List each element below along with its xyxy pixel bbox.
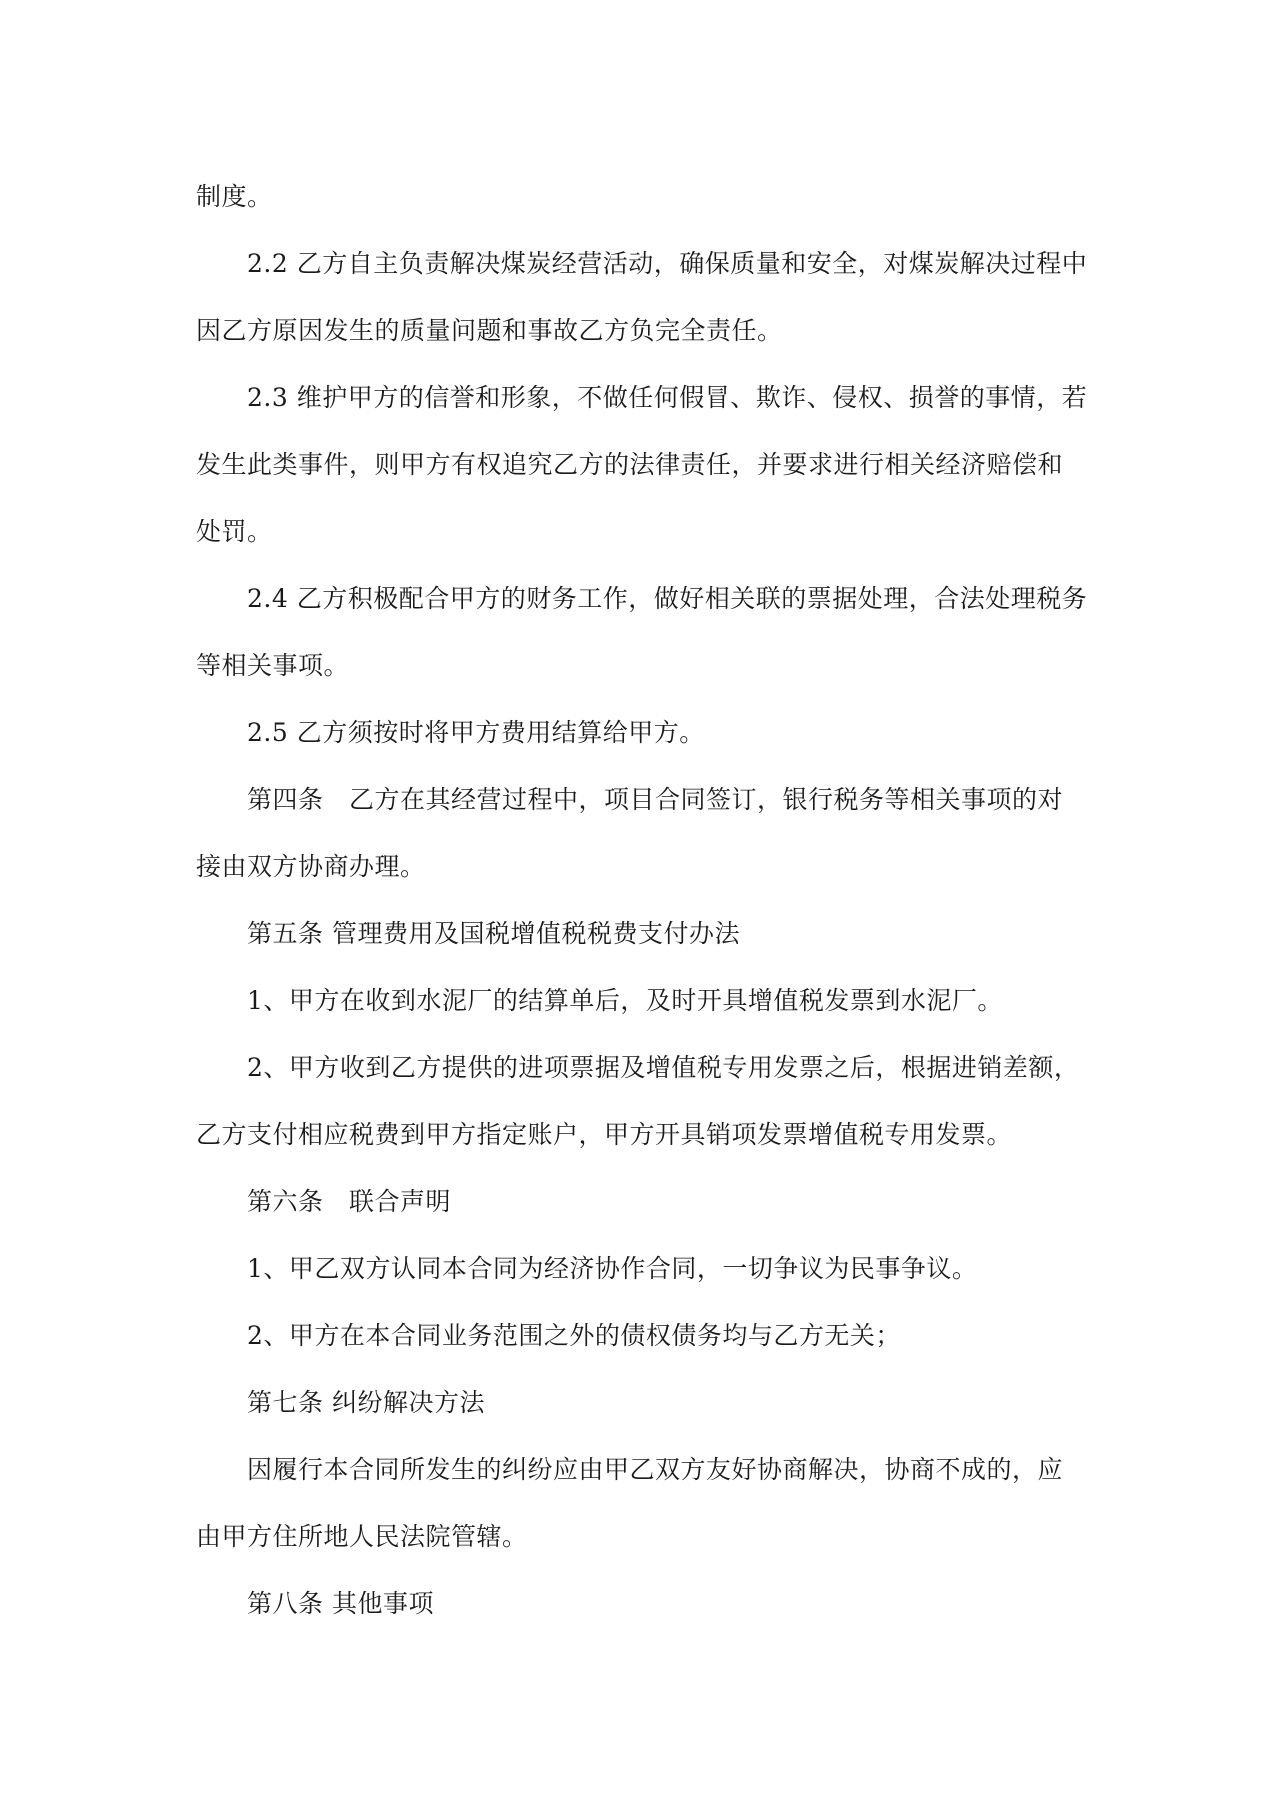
text-line: 2、甲方在本合同业务范围之外的债权债务均与乙方无关； [247,1321,901,1350]
text-line: 1、甲乙双方认同本合同为经济协作合同，一切争议为民事争议。 [247,1254,978,1283]
section-heading-article-7: 第七条 纠纷解决方法 [247,1388,485,1417]
text-line: 2、甲方收到乙方提供的进项票据及增值税专用发票之后，根据进销差额， [247,1053,1080,1082]
text-line: 处罚。 [196,517,273,546]
text-line: 2.2 乙方自主负责解决煤炭经营活动，确保质量和安全，对煤炭解决过程中 [247,249,1088,278]
text-line: 2.4 乙方积极配合甲方的财务工作，做好相关联的票据处理，合法处理税务 [247,584,1088,613]
text-line: 由甲方住所地人民法院管辖。 [196,1522,528,1551]
text-line: 乙方支付相应税费到甲方指定账户，甲方开具销项发票增值税专用发票。 [196,1120,1013,1149]
section-heading-article-5: 第五条 管理费用及国税增值税税费支付办法 [247,919,740,948]
text-line: 2.5 乙方须按时将甲方费用结算给甲方。 [247,718,705,747]
section-heading-article-6: 第六条 联合声明 [247,1187,452,1216]
text-line: 等相关事项。 [196,651,350,680]
section-heading-article-4: 第四条 乙方在其经营过程中，项目合同签订，银行税务等相关事项的对 [247,785,1064,814]
text-line: 接由双方协商办理。 [196,852,426,881]
text-line: 发生此类事件，则甲方有权追究乙方的法律责任，并要求进行相关经济赔偿和 [196,450,1064,479]
section-heading-article-8: 第八条 其他事项 [247,1589,434,1618]
text-line: 1、甲方在收到水泥厂的结算单后，及时开具增值税发票到水泥厂。 [247,986,1003,1015]
document-body [196,163,1092,1637]
text-line: 制度。 [196,182,273,211]
text-line: 2.3 维护甲方的信誉和形象，不做任何假冒、欺诈、侵权、损誉的事情，若 [247,383,1088,412]
text-line: 因履行本合同所发生的纠纷应由甲乙双方友好协商解决，协商不成的，应 [247,1455,1064,1484]
text-line: 因乙方原因发生的质量问题和事故乙方负完全责任。 [196,316,783,345]
